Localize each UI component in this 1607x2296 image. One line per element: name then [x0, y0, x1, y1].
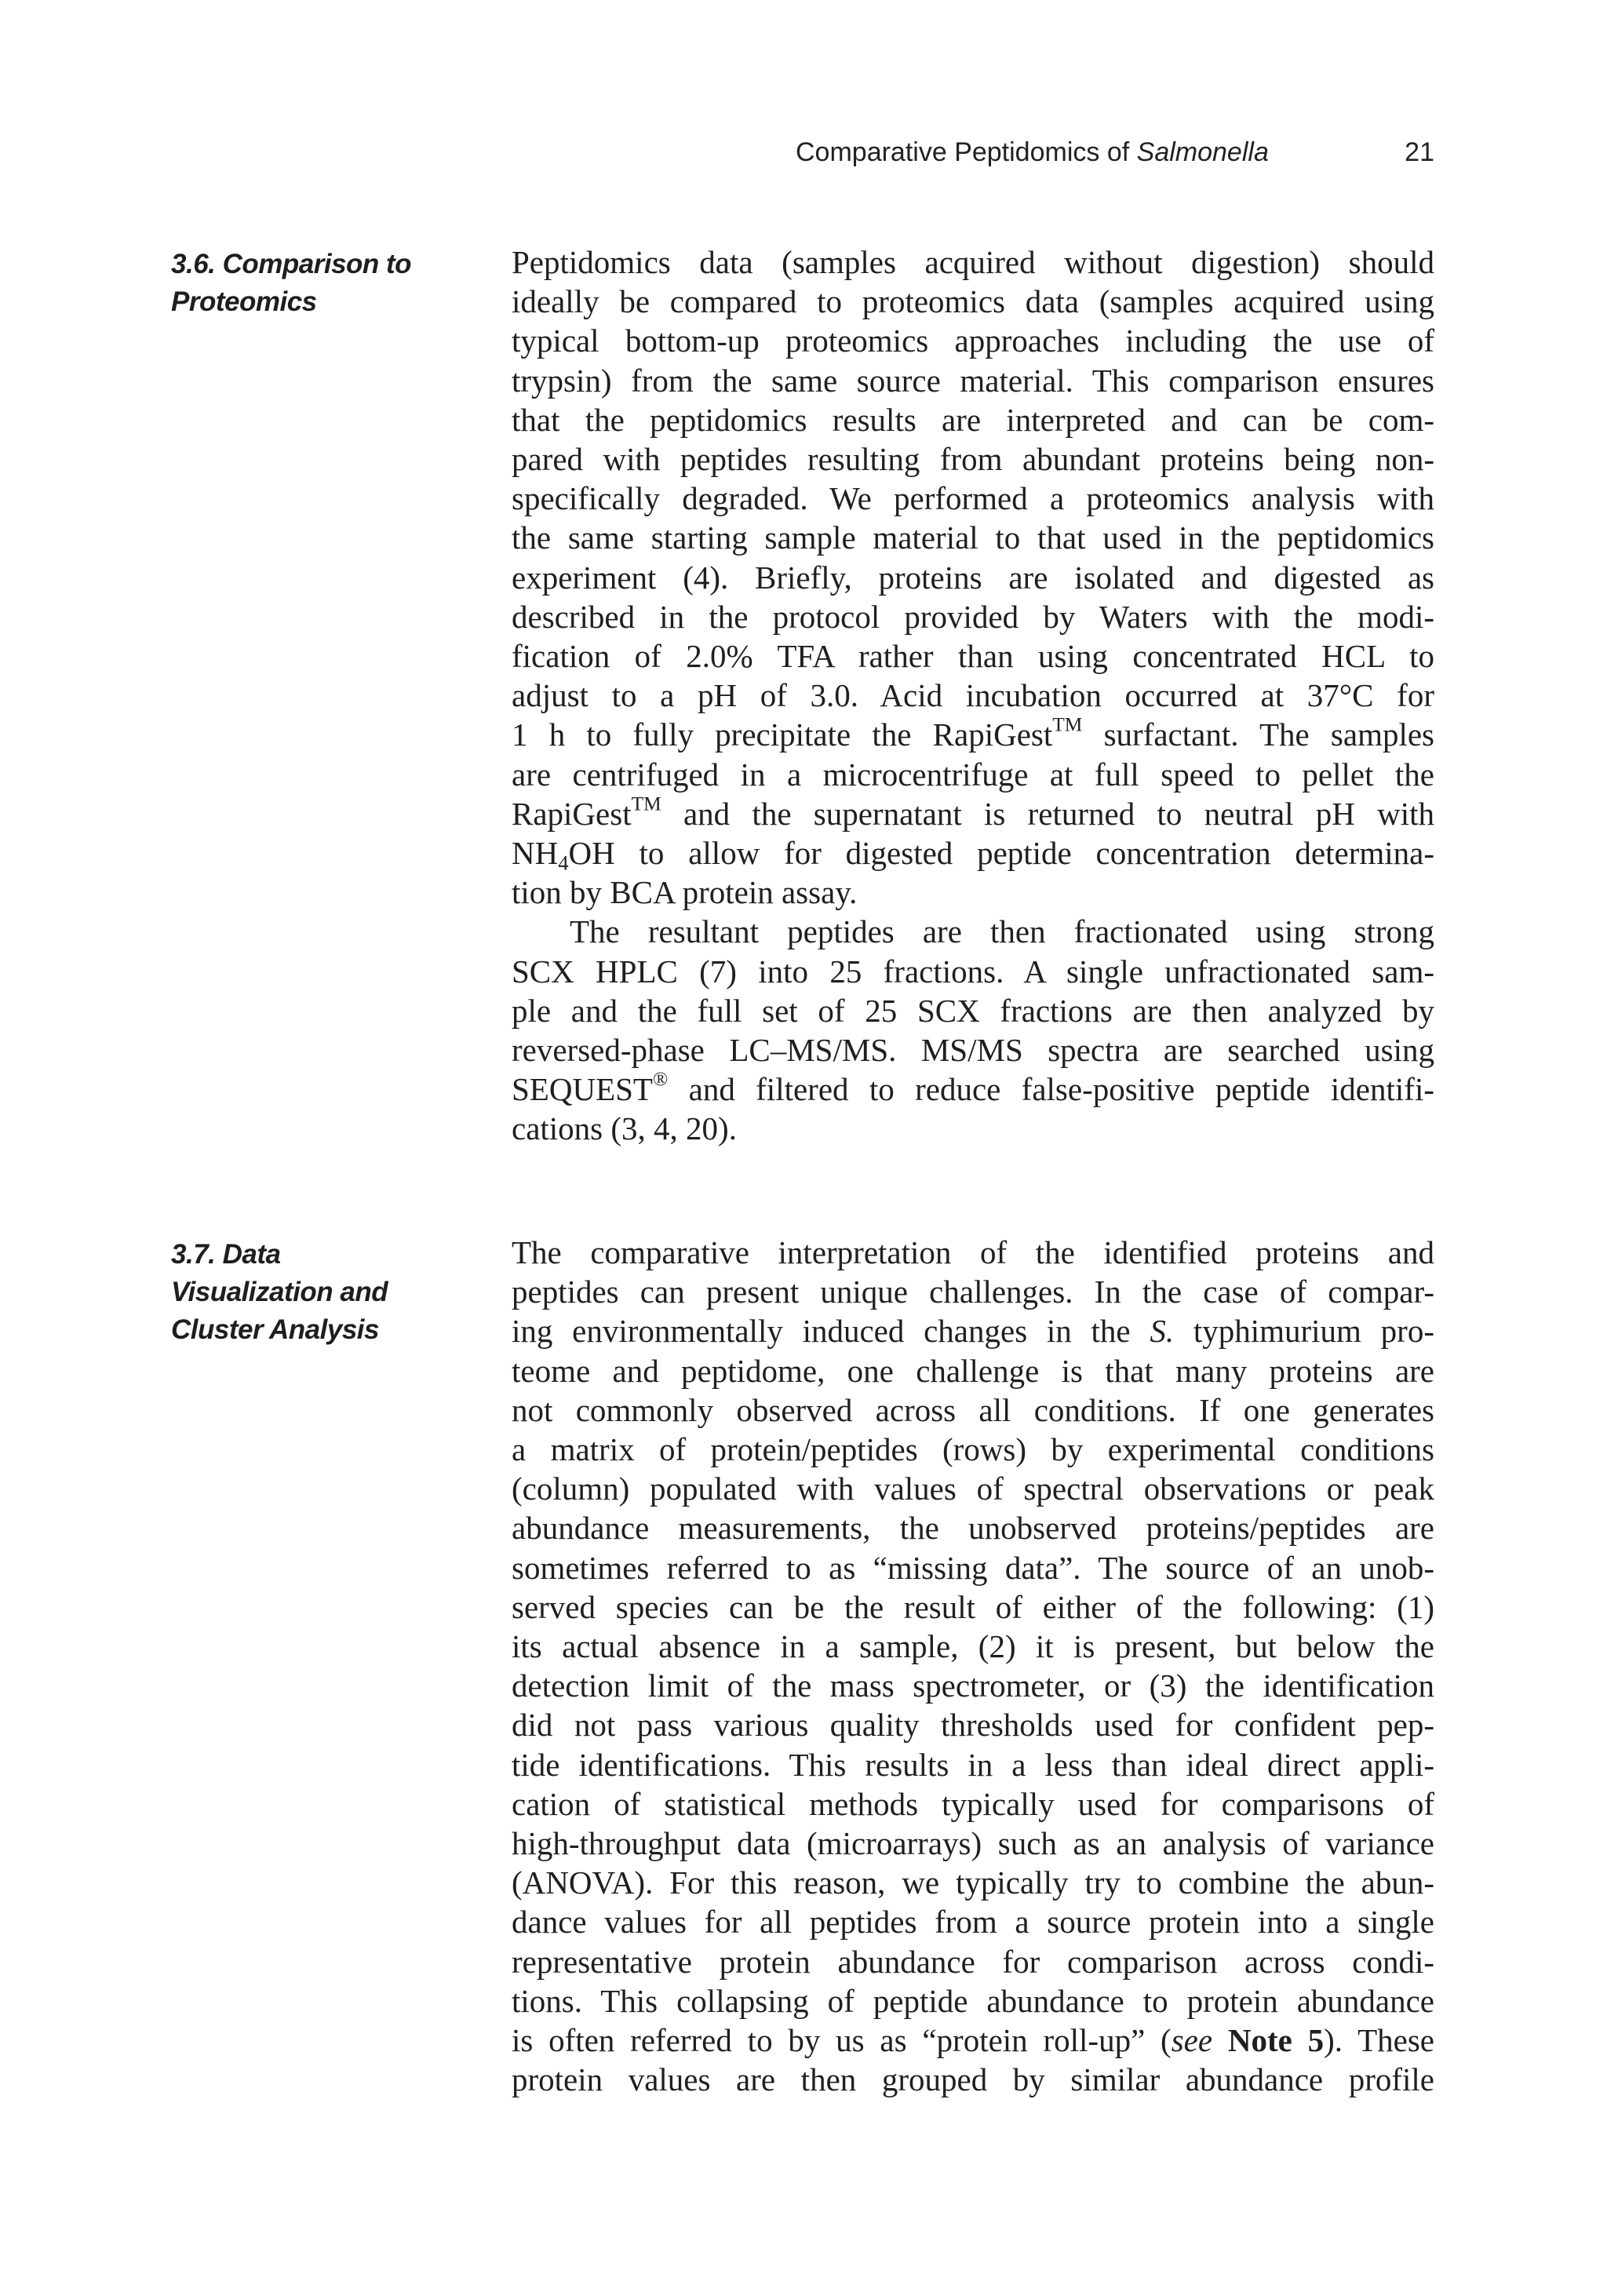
text-line: fication of 2.0% TFA rather than using concentrated HCL to [512, 638, 1434, 675]
subscript: 4 [558, 851, 569, 875]
heading-line: 3.6. Comparison to [171, 249, 412, 279]
text-line: specifically degraded. We performed a proteomics analysis with [512, 480, 1434, 517]
text-line: tide identifications. This results in a less than ideal direct appli- [512, 1746, 1434, 1783]
text-line: detection limit of the mass spectrometer, or (3) the identification [512, 1667, 1434, 1704]
text-line: (ANOVA). For this reason, we typically try to combine the abun- [512, 1864, 1434, 1901]
text-line: protein values are then grouped by similar abundance profile [512, 2061, 1434, 2098]
paragraph-data-visualization [512, 1233, 1434, 2099]
text-line: experiment (4). Briefly, proteins are isolated and digested as [512, 559, 1434, 596]
text-line: pared with peptides resulting from abundant proteins being non- [512, 441, 1434, 478]
text-line: teome and peptidome, one challenge is that many proteins are [512, 1352, 1434, 1389]
italic-see: see [1171, 2022, 1213, 2059]
section-body-3-6 [512, 242, 1434, 1149]
text-line: its actual absence in a sample, (2) it is present, but below the [512, 1628, 1434, 1665]
text-line: high-throughput data (microarrays) such as an analysis of variance [512, 1825, 1434, 1862]
running-title-italic: Salmonella [1136, 137, 1269, 167]
section-heading-3-6 [171, 246, 438, 321]
text-line: $NH_4OH$ to allow for digested peptide concentration determina- [512, 835, 1434, 875]
text-line: Peptidomics data (samples acquired without digestion) should [512, 244, 1434, 280]
text-line: that the peptidomics results are interpreted and can be com- [512, 401, 1434, 438]
page-number: 21 [1405, 137, 1434, 167]
text-line: are centrifuged in a microcentrifuge at full speed to pellet the [512, 756, 1434, 793]
running-title: Comparative Peptidomics of Salmonella [796, 137, 1269, 167]
paragraph-scx-fractionation [512, 912, 1434, 1148]
text-line: ideally be compared to proteomics data (samples acquired using [512, 283, 1434, 320]
text-line: is often referred to by us as “protein roll-up” (see Note 5). These [512, 2022, 1434, 2059]
text-line: ple and the full set of 25 SCX fractions are then analyzed by [512, 992, 1434, 1029]
text-line: not commonly observed across all conditions. If one generates [512, 1391, 1434, 1428]
trademark-superscript: TM [631, 793, 661, 815]
text-line: cation of statistical methods typically used for comparisons of [512, 1785, 1434, 1822]
text-line: The resultant peptides are then fractionated using strong [570, 913, 1434, 950]
italic-species-abbrev: S. [1150, 1313, 1175, 1350]
text-line: reversed-phase LC–MS/MS. MS/MS spectra are searched using [512, 1032, 1434, 1069]
text-line: described in the protocol provided by Waters with the modi- [512, 598, 1434, 635]
text-line: trypsin) from the same source material. This comparison ensures [512, 362, 1434, 399]
text-line: served species can be the result of either of the following: (1) [512, 1588, 1434, 1625]
text-line: representative protein abundance for comparison across condi- [512, 1943, 1434, 1980]
text-line: The comparative interpretation of the identified proteins and [512, 1234, 1434, 1270]
text-line: tion by BCA protein assay. [512, 874, 858, 911]
text-line: cations (3, 4, 20). [512, 1110, 737, 1147]
text-line: dance values for all peptides from a source protein into a single [512, 1904, 1434, 1941]
text-line: abundance measurements, the unobserved proteins/peptides are [512, 1510, 1434, 1547]
heading-line: Proteomics [171, 286, 317, 317]
text-line: the same starting sample material to that used in the peptidomics [512, 519, 1434, 556]
text-line: SEQUEST® and filtered to reduce false-positive peptide identifi- [512, 1068, 1434, 1108]
trademark-superscript: TM [1052, 714, 1083, 737]
text-line: tions. This collapsing of peptide abundance to protein abundance [512, 1982, 1434, 2019]
text-line: 1 h to fully precipitate the RapiGest™ surfactant. The samples [512, 714, 1434, 753]
paragraph-comparison-to-proteomics [512, 242, 1434, 912]
text-line: a matrix of protein/peptides (rows) by experimental conditions [512, 1431, 1434, 1468]
section-heading-3-7 [171, 1236, 438, 1349]
text-line: peptides can present unique challenges. In the case of compar- [512, 1274, 1434, 1310]
text-line: did not pass various quality thresholds used for confident pep- [512, 1707, 1434, 1744]
text-line: ing environmentally induced changes in the S. typhimurium pro- [512, 1313, 1434, 1350]
section-body-3-7 [512, 1233, 1434, 2099]
heading-line: Visualization and [171, 1277, 388, 1307]
heading-line: Cluster Analysis [171, 1314, 379, 1345]
note-reference: Note 5 [1227, 2022, 1325, 2059]
heading-line: 3.7. Data [171, 1239, 281, 1270]
text-line: adjust to a pH of 3.0. Acid incubation occurred at 37°C for [512, 677, 1434, 714]
text-line: (column) populated with values of spectral observations or peak [512, 1471, 1434, 1507]
registered-superscript: ® [652, 1068, 669, 1091]
text-line: RapiGest™ and the supernatant is returned to neutral pH with [512, 793, 1434, 832]
text-line: sometimes referred to as “missing data”. The source of an unob- [512, 1549, 1434, 1586]
text-line: typical bottom-up proteomics approaches including the use of [512, 323, 1434, 359]
text-line: SCX HPLC (7) into 25 fractions. A single unfractionated sam- [512, 953, 1434, 989]
